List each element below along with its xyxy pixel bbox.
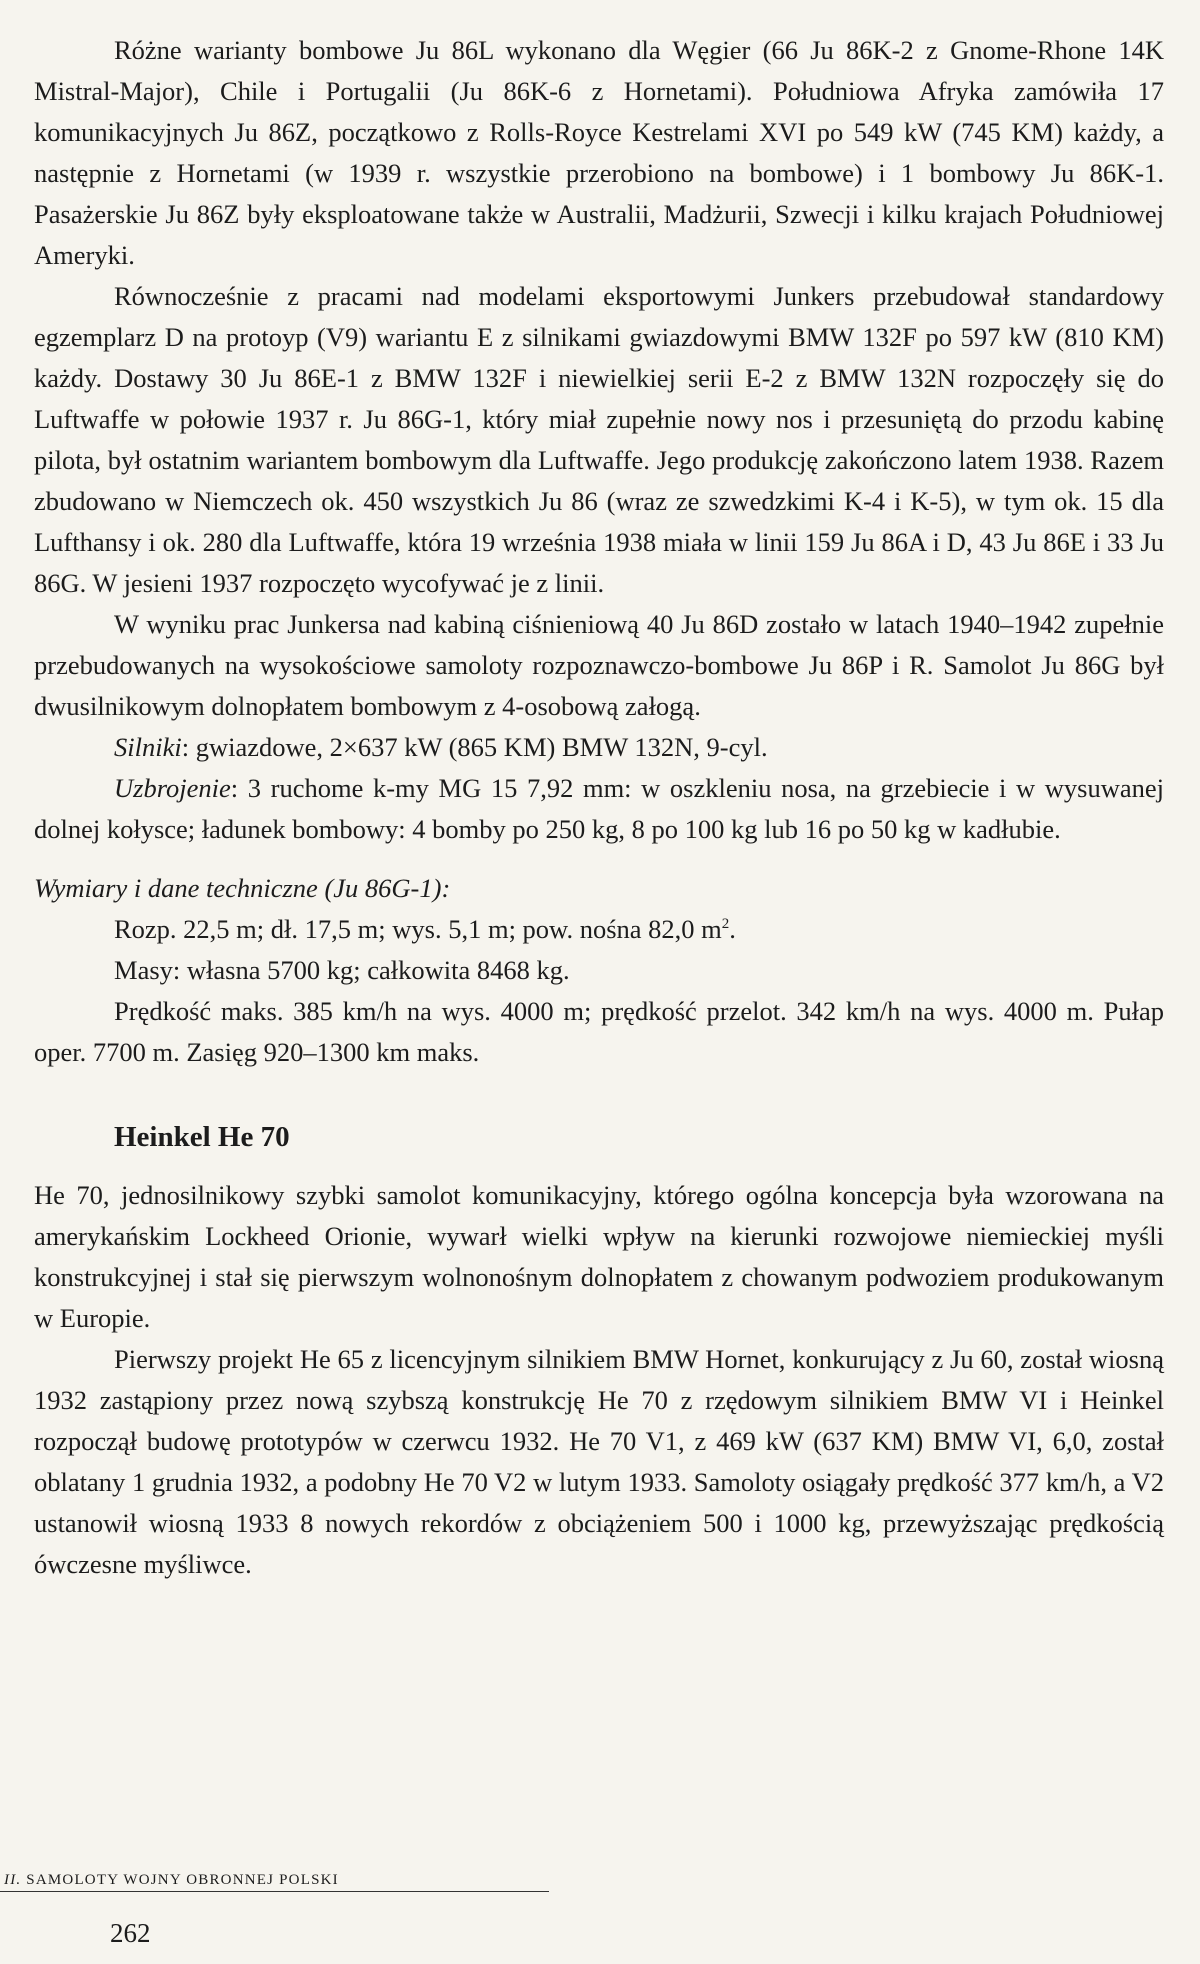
spec-armament-value: : 3 ruchome k-my MG 15 7,92 mm: w oszkleniu nosa, na grzebiecie i w wysuwanej dolnej kołysce; ładunek bombowy: 4 bomby po 250 kg, 8 po 100 kg lub 16 po 50 kg w kadłubie. (34, 773, 1164, 844)
spec-dimensions (34, 909, 1164, 950)
spec-engines-value: : gwiazdowe, 2×637 kW (865 KM) BMW 132N, 9-cyl. (181, 732, 768, 762)
paragraph-ju86-luftwaffe-variants: Równocześnie z pracami nad modelami eksportowymi Junkers przebudował standardowy egzemplarz D na protoyp (V9) wariantu E z silnikami gwiazdowymi BMW 132F po 597 kW (810 KM) każdy. Dostawy 30 Ju 86E-1 z BMW 132F i niewielkiej serii E-2 z BMW 132N rozpoczęły się do Luftwaffe w połowie 1937 r. Ju 86G-1, który miał zupełnie nowy nos i przesuniętą do przodu kabinę pilota, był ostatnim wariantem bombowym dla Luftwaffe. Jego produkcję zakończono latem 1938. Razem zbudowano w Niemczech ok. 450 wszystkich Ju 86 (wraz ze szwedzkimi K-4 i K-5), w tym ok. 15 dla Lufthansy i ok. 280 dla Luftwaffe, która 19 września 1938 miała w linii 159 Ju 86A i D, 43 Ju 86E i 33 Ju 86G. W jesieni 1937 rozpoczęto wycofywać je z linii. (34, 281, 1164, 598)
footer-part-number: II. (4, 1872, 22, 1888)
spec-engines-label: Silniki (114, 732, 182, 762)
footer-chapter-title: SAMOLOTY WOJNY OBRONNEJ POLSKI (26, 1872, 339, 1888)
section-title-heinkel-he70: Heinkel He 70 (114, 1121, 290, 1153)
paragraph-ju86-export-variants: Różne warianty bombowe Ju 86L wykonano dla Węgier (66 Ju 86K-2 z Gnome-Rhone 14K Mistral-Major), Chile i Portugalii (Ju 86K-6 z Hornetami). Południowa Afryka zamówiła 17 komunikacyjnych Ju 86Z, początkowo z Rolls-Royce Kestrelami XVI po 549 kW (745 KM) każdy, a następnie z Hornetami (w 1939 r. wszystkie przerobiono na bombowe) i 1 bombowy Ju 86K-1. Pasażerskie Ju 86Z były eksploatowane także w Australii, Madżurii, Szwecji i kilku krajach Południowej Ameryki. (34, 35, 1164, 270)
spec-dimensions-end: . (729, 914, 736, 944)
spec-dimensions-superscript: 2 (721, 916, 730, 933)
spec-dimensions-text: Rozp. 22,5 m; dł. 17,5 m; wys. 5,1 m; pow. nośna 82,0 m (114, 914, 722, 944)
spec-performance: Prędkość maks. 385 km/h na wys. 4000 m; prędkość przelot. 342 km/h na wys. 4000 m. Pułap oper. 7700 m. Zasięg 920–1300 km maks. (34, 996, 1164, 1067)
spec-mass: Masy: własna 5700 kg; całkowita 8468 kg. (114, 955, 570, 985)
spec-dimensions-heading: Wymiary i dane techniczne (Ju 86G-1): (34, 873, 451, 903)
paragraph-he70-intro: He 70, jednosilnikowy szybki samolot komunikacyjny, którego ogólna koncepcja była wzorowana na amerykańskim Lockheed Orionie, wywarł wielki wpływ na kierunki rozwojowe niemieckiej myśli konstrukcyjnej i stał się pierwszym wolnonośnym dolnopłatem z chowanym podwoziem produkowanym w Europie. (34, 1180, 1164, 1333)
paragraph-he70-history: Pierwszy projekt He 65 z licencyjnym silnikiem BMW Hornet, konkurujący z Ju 60, został wiosną 1932 zastąpiony przez nową szybszą konstrukcję He 70 z rzędowym silnikiem BMW VI i Heinkel rozpoczął budowę prototypów w czerwcu 1932. He 70 V1, z 469 kW (637 KM) BMW VI, 6,0, został oblatany 1 grudnia 1932, a podobny He 70 V2 w lutym 1933. Samoloty osiągały prędkość 377 km/h, a V2 ustanowił wiosną 1933 8 nowych rekordów z obciążeniem 500 i 1000 kg, przewyższając prędkością ówczesne myśliwce. (34, 1344, 1164, 1579)
paragraph-ju86-pressurized: W wyniku prac Junkersa nad kabiną ciśnieniową 40 Ju 86D zostało w latach 1940–1942 zupełnie przebudowanych na wysokościowe samoloty rozpoznawczo-bombowe Ju 86P i R. Samolot Ju 86G był dwusilnikowym dolnopłatem bombowym z 4-osobową załogą. (34, 609, 1164, 721)
page-content (34, 30, 1164, 1585)
page-number: 262 (110, 1918, 151, 1948)
spec-engines (34, 727, 1164, 768)
spec-armament-label: Uzbrojenie (114, 773, 231, 803)
running-footer (0, 1872, 549, 1892)
spec-armament (34, 768, 1164, 850)
